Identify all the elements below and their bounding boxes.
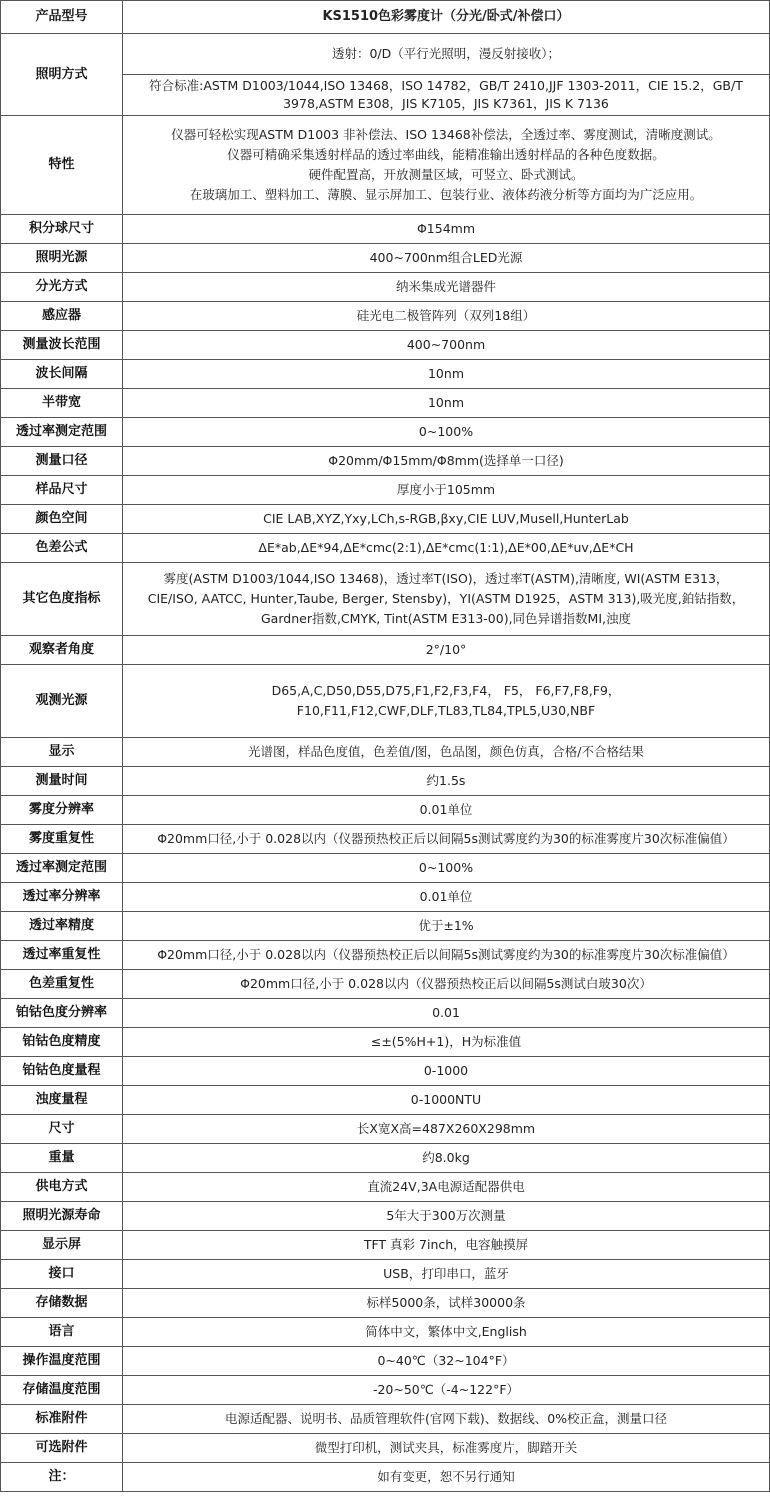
spec-value-multiline: [123, 116, 770, 215]
spec-value: 0.01单位: [123, 796, 770, 825]
spec-value: 约8.0kg: [123, 1144, 770, 1173]
spec-row: [1, 999, 770, 1028]
spec-label: 测量口径: [1, 447, 123, 476]
spec-value: 0.01单位: [123, 883, 770, 912]
spec-label: 显示: [1, 738, 123, 767]
spec-row: [1, 1144, 770, 1173]
spec-value: -20~50℃（-4~122°F）: [123, 1376, 770, 1405]
spec-value: 符合标准:ASTM D1003/1044,ISO 13468，ISO 14782，GB/T 2410,JJF 1303-2011，CIE 15.2，GB/T 3978,ASTM E308，JIS K7105，JIS K7361，JIS K 7136: [123, 75, 770, 116]
spec-row: [1, 738, 770, 767]
spec-row: [1, 1086, 770, 1115]
spec-value: 透射：0/D（平行光照明，漫反射接收）；: [123, 34, 770, 75]
spec-value: 光谱图，样品色度值，色差值/图，色品图，颜色仿真，合格/不合格结果: [123, 738, 770, 767]
spec-label: 铂钴色度精度: [1, 1028, 123, 1057]
spec-row: [1, 854, 770, 883]
spec-row: [1, 534, 770, 563]
spec-label: 观测光源: [1, 665, 123, 738]
spec-row: [1, 116, 770, 215]
spec-label: 雾度重复性: [1, 825, 123, 854]
spec-value-line: 仪器可轻松实现ASTM D1003 非补偿法、ISO 13468补偿法，全透过率、雾度测试，清晰度测试。: [171, 127, 721, 142]
spec-label: 操作温度范围: [1, 1347, 123, 1376]
spec-row: [1, 1463, 770, 1492]
spec-row: [1, 273, 770, 302]
spec-label: 照明光源寿命: [1, 1202, 123, 1231]
spec-row: [1, 1202, 770, 1231]
spec-value: Φ20mm/Φ15mm/Φ8mm(选择单一口径): [123, 447, 770, 476]
spec-value: 400~700nm组合LED光源: [123, 244, 770, 273]
spec-row: [1, 389, 770, 418]
product-title: KS1510色彩雾度计（分光/卧式/补偿口）: [123, 1, 770, 34]
spec-row: [1, 1231, 770, 1260]
spec-value-line: 硬件配置高，开放测量区域，可竖立、卧式测试。: [308, 167, 584, 182]
spec-value: Φ20mm口径,小于 0.028以内（仪器预热校正后以间隔5s测试白玻30次）: [123, 970, 770, 999]
spec-row: [1, 970, 770, 999]
spec-value: 0-1000: [123, 1057, 770, 1086]
spec-row: [1, 1347, 770, 1376]
spec-label: 透过率分辨率: [1, 883, 123, 912]
spec-row: [1, 883, 770, 912]
spec-label: 铂钴色度量程: [1, 1057, 123, 1086]
spec-label: 特性: [1, 116, 123, 215]
spec-value-line: 仪器可精确采集透射样品的透过率曲线，能精准输出透射样品的各种色度数据。: [227, 147, 665, 162]
spec-value: 0~100%: [123, 418, 770, 447]
spec-value-line: 在玻璃加工、塑料加工、薄膜、显示屏加工、包装行业、液体药液分析等方面均为广泛应用。: [189, 187, 703, 202]
spec-value: ΔE*ab,ΔE*94,ΔE*cmc(2:1),ΔE*cmc(1:1),ΔE*00,ΔE*uv,ΔE*CH: [123, 534, 770, 563]
spec-label: 透过率重复性: [1, 941, 123, 970]
spec-row: [1, 447, 770, 476]
spec-value: ≤±(5%H+1)，H为标准值: [123, 1028, 770, 1057]
spec-label: 测量波长范围: [1, 331, 123, 360]
spec-label: 测量时间: [1, 767, 123, 796]
spec-label: 显示屏: [1, 1231, 123, 1260]
spec-label: 透过率精度: [1, 912, 123, 941]
spec-label: 颜色空间: [1, 505, 123, 534]
spec-value: 简体中文，繁体中文,English: [123, 1318, 770, 1347]
spec-row: [1, 34, 770, 75]
spec-value: 标样5000条，试样30000条: [123, 1289, 770, 1318]
spec-label: 接口: [1, 1260, 123, 1289]
spec-value-multiline: [123, 563, 770, 636]
spec-value: 电源适配器、说明书、品质管理软件(官网下载)、数据线、0%校正盒，测量口径: [123, 1405, 770, 1434]
spec-value-line: D65,A,C,D50,D55,D75,F1,F2,F3,F4， F5， F6,F7,F8,F9，: [271, 683, 621, 698]
spec-value: Φ20mm口径,小于 0.028以内（仪器预热校正后以间隔5s测试雾度约为30的标准雾度片30次标准偏值）: [123, 941, 770, 970]
spec-row: [1, 1173, 770, 1202]
spec-value: 5年大于300万次测量: [123, 1202, 770, 1231]
spec-value: 直流24V,3A电源适配器供电: [123, 1173, 770, 1202]
spec-row: [1, 1376, 770, 1405]
spec-row: [1, 636, 770, 665]
spec-row: [1, 215, 770, 244]
spec-label: 观察者角度: [1, 636, 123, 665]
spec-value: 10nm: [123, 389, 770, 418]
spec-value: 约1.5s: [123, 767, 770, 796]
spec-label: 重量: [1, 1144, 123, 1173]
spec-label: 透过率测定范围: [1, 418, 123, 447]
spec-row: [1, 1289, 770, 1318]
spec-label: 尺寸: [1, 1115, 123, 1144]
spec-row: [1, 1, 770, 34]
spec-label: 雾度分辨率: [1, 796, 123, 825]
spec-row: [1, 563, 770, 636]
spec-label: 标准附件: [1, 1405, 123, 1434]
spec-value-line: 雾度(ASTM D1003/1044,ISO 13468)，透过率T(ISO)，透过率T(ASTM),清晰度, WI(ASTM E313，: [163, 571, 729, 586]
spec-row: [1, 476, 770, 505]
spec-value: 0~40℃（32~104°F）: [123, 1347, 770, 1376]
spec-value: 10nm: [123, 360, 770, 389]
spec-label: 照明光源: [1, 244, 123, 273]
spec-label: 可选附件: [1, 1434, 123, 1463]
spec-label: 存储数据: [1, 1289, 123, 1318]
spec-row: [1, 1115, 770, 1144]
spec-value: 优于±1%: [123, 912, 770, 941]
spec-row: [1, 1260, 770, 1289]
spec-value: 400~700nm: [123, 331, 770, 360]
spec-row: [1, 1434, 770, 1463]
spec-label: 色差重复性: [1, 970, 123, 999]
spec-value: 硅光电二极管阵列（双列18组）: [123, 302, 770, 331]
spec-label: 分光方式: [1, 273, 123, 302]
spec-label: 波长间隔: [1, 360, 123, 389]
spec-value: 0~100%: [123, 854, 770, 883]
spec-label: 存储温度范围: [1, 1376, 123, 1405]
spec-row: [1, 767, 770, 796]
spec-value: 纳米集成光谱器件: [123, 273, 770, 302]
spec-value: 2°/10°: [123, 636, 770, 665]
spec-row: [1, 912, 770, 941]
spec-row: [1, 418, 770, 447]
spec-label: 透过率测定范围: [1, 854, 123, 883]
spec-value: Φ154mm: [123, 215, 770, 244]
spec-value: 0.01: [123, 999, 770, 1028]
spec-value-line: Gardner指数,CMYK, Tint(ASTM E313-00),同色异谱指数MI,浊度: [261, 611, 631, 626]
spec-label: 铂钴色度分辨率: [1, 999, 123, 1028]
spec-label: 照明方式: [1, 34, 123, 116]
spec-value: Φ20mm口径,小于 0.028以内（仪器预热校正后以间隔5s测试雾度约为30的标准雾度片30次标准偏值）: [123, 825, 770, 854]
spec-label: 色差公式: [1, 534, 123, 563]
spec-row: [1, 505, 770, 534]
spec-row: [1, 1057, 770, 1086]
spec-row: [1, 825, 770, 854]
spec-label: 其它色度指标: [1, 563, 123, 636]
spec-value: TFT 真彩 7inch，电容触摸屏: [123, 1231, 770, 1260]
spec-row: [1, 331, 770, 360]
spec-value-multiline: [123, 665, 770, 738]
spec-value: 0-1000NTU: [123, 1086, 770, 1115]
spec-label: 语言: [1, 1318, 123, 1347]
spec-row: [1, 360, 770, 389]
spec-value: USB，打印串口，蓝牙: [123, 1260, 770, 1289]
spec-label: 产品型号: [1, 1, 123, 34]
spec-label: 样品尺寸: [1, 476, 123, 505]
spec-label: 浊度量程: [1, 1086, 123, 1115]
spec-label: 供电方式: [1, 1173, 123, 1202]
spec-row: [1, 1318, 770, 1347]
spec-row: [1, 302, 770, 331]
spec-row: [1, 1028, 770, 1057]
spec-label: 积分球尺寸: [1, 215, 123, 244]
spec-row: [1, 1405, 770, 1434]
spec-label: 注：: [1, 1463, 123, 1492]
spec-row: [1, 796, 770, 825]
spec-row: [1, 665, 770, 738]
spec-table-body: [1, 1, 770, 1492]
spec-value-line: CIE/ISO, AATCC, Hunter,Taube, Berger, Stensby)，YI(ASTM D1925，ASTM 313),吸光度,鉑钴指数，: [147, 591, 745, 606]
spec-value: 厚度小于105mm: [123, 476, 770, 505]
spec-value: 微型打印机，测试夹具，标准雾度片，脚踏开关: [123, 1434, 770, 1463]
spec-value: 长X宽X高=487X260X298mm: [123, 1115, 770, 1144]
spec-row: [1, 941, 770, 970]
spec-value: 如有变更，恕不另行通知: [123, 1463, 770, 1492]
spec-label: 半带宽: [1, 389, 123, 418]
spec-value: CIE LAB,XYZ,Yxy,LCh,s-RGB,βxy,CIE LUV,Musell,HunterLab: [123, 505, 770, 534]
spec-label: 感应器: [1, 302, 123, 331]
spec-row: [1, 244, 770, 273]
spec-value-line: F10,F11,F12,CWF,DLF,TL83,TL84,TPL5,U30,NBF: [296, 703, 596, 718]
